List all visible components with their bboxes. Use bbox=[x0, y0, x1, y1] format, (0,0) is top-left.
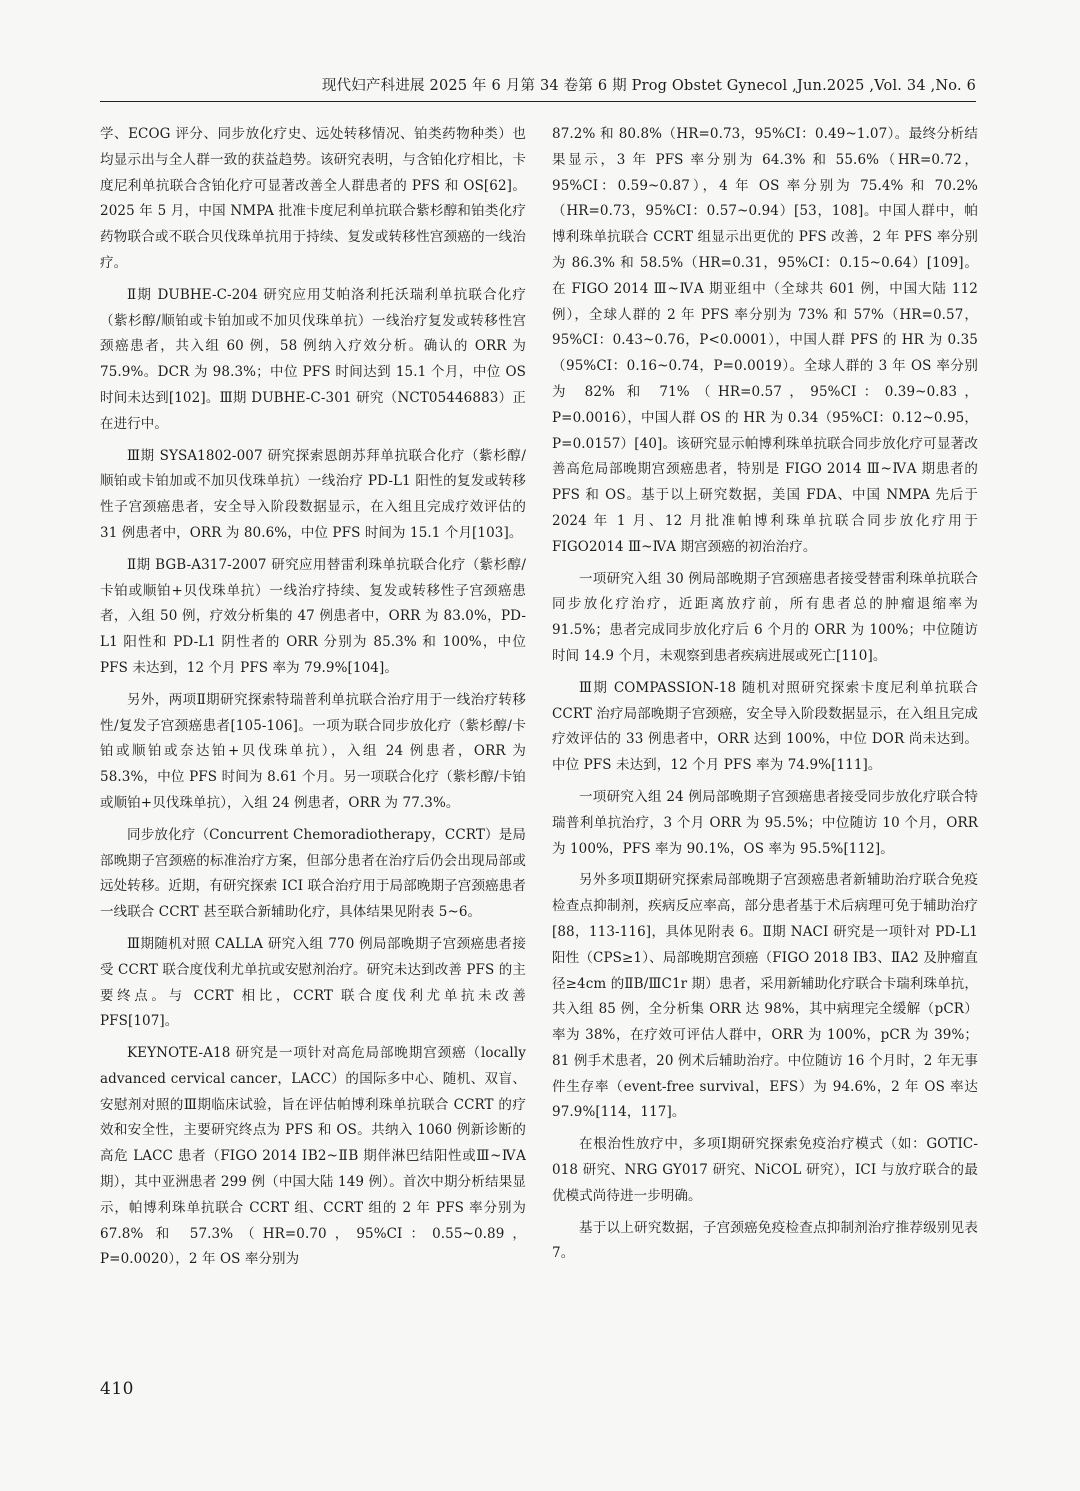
paragraph: KEYNOTE-A18 研究是一项针对高危局部晚期宫颈癌（locally advanced cervical cancer，LACC）的国际多中心、随机、双盲、安慰剂对照的Ⅲ期临床试验，旨在评估帕博利珠单抗联合 CCRT 的疗效和安全性，主要研究终点为 PFS 和 OS。共纳入 1060 例新诊断的高危 LACC 患者（FIGO 2014 ⅠB2~ⅡB 期伴淋巴结阳性或Ⅲ~ⅣA 期），其中亚洲患者 299 例（中国大陆 149 例）。首次中期分析结果显示，帕博利珠单抗联合 CCRT 组、CCRT 组的 2 年 PFS 率分别为 67.8% 和 57.3%（HR=0.70，95%CI：0.55~0.89，P=0.0020），2 年 OS 率分别为 bbox=[100, 1045, 526, 1268]
paragraph: 另外多项Ⅱ期研究探索局部晚期子宫颈癌患者新辅助治疗联合免疫检查点抑制剂，疾病反应率高，部分患者基于术后病理可免于辅助治疗[88，113-116]，具体见附表 6。Ⅱ期 NACI 研究是一项针对 PD-L1 阳性（CPS≥1）、局部晚期宫颈癌（FIGO 2018 ⅠB3、ⅡA2 及肿瘤直径≥4cm 的ⅡB/ⅢC1r 期）患者，采用新辅助化疗联合卡瑞利珠单抗，共入组 85 例，全分析集 ORR 达 98%，其中病理完全缓解（pCR）率为 38%，在疗效可评估人群中，ORR 为 100%，pCR 为 39%；81 例手术患者，20 例术后辅助治疗。中位随访 16 个月时，2 年无事件生存率（event-free survival，EFS）为 94.6%，2 年 OS 率达 97.9%[114，117]。 bbox=[552, 872, 978, 1121]
paragraph: 同步放化疗（Concurrent Chemoradiotherapy，CCRT）是局部晚期子宫颈癌的标准治疗方案，但部分患者在治疗后仍会出现局部或远处转移。近期，有研究探索 ICI 联合治疗用于局部晚期子宫颈癌患者一线联合 CCRT 甚至联合新辅助化疗，具体结果见附表 5~6。 bbox=[100, 826, 526, 921]
paragraph: Ⅲ期 COMPASSION-18 随机对照研究探索卡度尼利单抗联合 CCRT 治疗局部晚期子宫颈癌，安全导入阶段数据显示，在入组且完成疗效评估的 33 例患者中，ORR 达到 100%，中位 DOR 尚未达到。中位 PFS 未达到，12 个月 PFS 率为 74.9%[111]。 bbox=[552, 679, 978, 774]
paragraph: Ⅲ期随机对照 CALLA 研究入组 770 例局部晚期子宫颈癌患者接受 CCRT 联合度伐利尤单抗或安慰剂治疗。研究未达到改善 PFS 的主要终点。与 CCRT 相比，CCRT 联合度伐利尤单抗未改善 PFS[107]。 bbox=[100, 935, 526, 1030]
paragraph: Ⅲ期 SYSA1802-007 研究探索恩朗苏拜单抗联合化疗（紫杉醇/顺铂或卡铂加或不加贝伐珠单抗）一线治疗 PD-L1 阳性的复发或转移性子宫颈癌患者，安全导入阶段数据显示，在入组且完成疗效评估的 31 例患者中，ORR 为 80.6%，中位 PFS 时间为 15.1 个月[103]。 bbox=[100, 447, 526, 541]
paragraph: 学、ECOG 评分、同步放化疗史、远处转移情况、铂类药物种类）也均显示出与全人群一致的获益趋势。该研究表明，与含铂化疗相比，卡度尼利单抗联合含铂化疗可显著改善全人群患者的 PFS 和 OS[62]。2025 年 5 月，中国 NMPA 批准卡度尼利单抗联合紫杉醇和铂类化疗药物联合或不联合贝伐珠单抗用于持续、复发或转移性宫颈癌的一线治疗。 bbox=[100, 126, 526, 271]
paragraph: Ⅱ期 BGB-A317-2007 研究应用替雷利珠单抗联合化疗（紫杉醇/卡铂或顺铂+贝伐珠单抗）一线治疗持续、复发或转移性子宫颈癌患者，入组 50 例，疗效分析集的 47 例患者中，ORR 为 83.0%，PD-L1 阳性和 PD-L1 阴性者的 ORR 分别为 85.3% 和 100%，中位 PFS 未达到，12 个月 PFS 率为 79.9%[104]。 bbox=[100, 556, 526, 676]
paragraph: 在根治性放疗中，多项Ⅰ期研究探索免疫治疗模式（如：GOTIC-018 研究、NRG GY017 研究、NiCOL 研究），ICI 与放疗联合的最优模式尚待进一步明确。 bbox=[552, 1136, 978, 1204]
left-column bbox=[100, 122, 526, 1279]
paragraph: Ⅱ期 DUBHE-C-204 研究应用艾帕洛利托沃瑞利单抗联合化疗（紫杉醇/顺铂或卡铂加或不加贝伐珠单抗）一线治疗复发或转移性宫颈癌患者，共入组 60 例，58 例纳入疗效分析。确认的 ORR 为 75.9%。DCR 为 98.3%；中位 PFS 时间达到 15.1 个月，中位 OS 时间未达到[102]。Ⅲ期 DUBHE-C-301 研究（NCT05446883）正在进行中。 bbox=[100, 286, 526, 432]
paragraph: 一项研究入组 30 例局部晚期子宫颈癌患者接受替雷利珠单抗联合同步放化疗治疗，近距离放疗前，所有患者总的肿瘤退缩率为 91.5%；患者完成同步放化疗后 6 个月的 ORR 为 100%；中位随访时间 14.9 个月，未观察到患者疾病进展或死亡[110]。 bbox=[552, 570, 978, 664]
paragraph: 另外，两项Ⅱ期研究探索特瑞普利单抗联合治疗用于一线治疗转移性/复发子宫颈癌患者[105-106]。一项为联合同步放化疗（紫杉醇/卡铂或顺铂或奈达铂+贝伐珠单抗），入组 24 例患者，ORR 为 58.3%，中位 PFS 时间为 8.61 个月。另一项联合化疗（紫杉醇/卡铂或顺铂+贝伐珠单抗），入组 24 例患者，ORR 为 77.3%。 bbox=[100, 691, 526, 811]
paragraph: 一项研究入组 24 例局部晚期子宫颈癌患者接受同步放化疗联合特瑞普利单抗治疗，3 个月 ORR 为 95.5%；中位随访 10 个月，ORR 为 100%，PFS 率为 90.1%，OS 率为 95.5%[112]。 bbox=[552, 788, 978, 857]
right-column bbox=[552, 122, 978, 1273]
page-number: 410 bbox=[100, 1379, 134, 1399]
header-rule bbox=[100, 101, 976, 102]
paragraph: 87.2% 和 80.8%（HR=0.73，95%CI：0.49~1.07）。最终分析结果显示，3 年 PFS 率分别为 64.3% 和 55.6%（HR=0.72，95%CI：0.59~0.87），4 年 OS 率分别为 75.4% 和 70.2%（HR=0.73，95%CI：0.57~0.94）[53，108]。中国人群中，帕博利珠单抗联合 CCRT 组显示出更优的 PFS 改善，2 年 PFS 率分别为 86.3% 和 58.5%（HR=0.31，95%CI：0.15~0.64）[109]。在 FIGO 2014 Ⅲ~ⅣA 期亚组中（全球共 601 例，中国大陆 112 例），全球人群的 2 年 PFS 率分别为 73% 和 57%（HR=0.57，95%CI：0.43~0.76，P<0.0001），中国人群 PFS 的 HR 为 0.35（95%CI：0.16~0.74，P=0.0019）。全球人群的 3 年 OS 率分别为 82% 和 71%（HR=0.57，95%CI：0.39~0.83，P=0.0016），中国人群 OS 的 HR 为 0.34（95%CI：0.12~0.95，P=0.0157）[40]。该研究显示帕博利珠单抗联合同步放化疗可显著改善高危局部晚期宫颈癌患者，特别是 FIGO 2014 Ⅲ~ⅣA 期患者的 PFS 和 OS。基于以上研究数据，美国 FDA、中国 NMPA 先后于 2024 年 1 月、12 月批准帕博利珠单抗联合同步放化疗用于 FIGO2014 Ⅲ~ⅣA 期宫颈癌的初治治疗。 bbox=[552, 126, 978, 555]
running-header: 现代妇产科进展 2025 年 6 月第 34 卷第 6 期 Prog Obstet Gynecol ,Jun.2025 ,Vol. 34 ,No. 6 bbox=[321, 78, 976, 94]
paragraph: 基于以上研究数据，子宫颈癌免疫检查点抑制剂治疗推荐级别见表 7。 bbox=[552, 1219, 978, 1262]
